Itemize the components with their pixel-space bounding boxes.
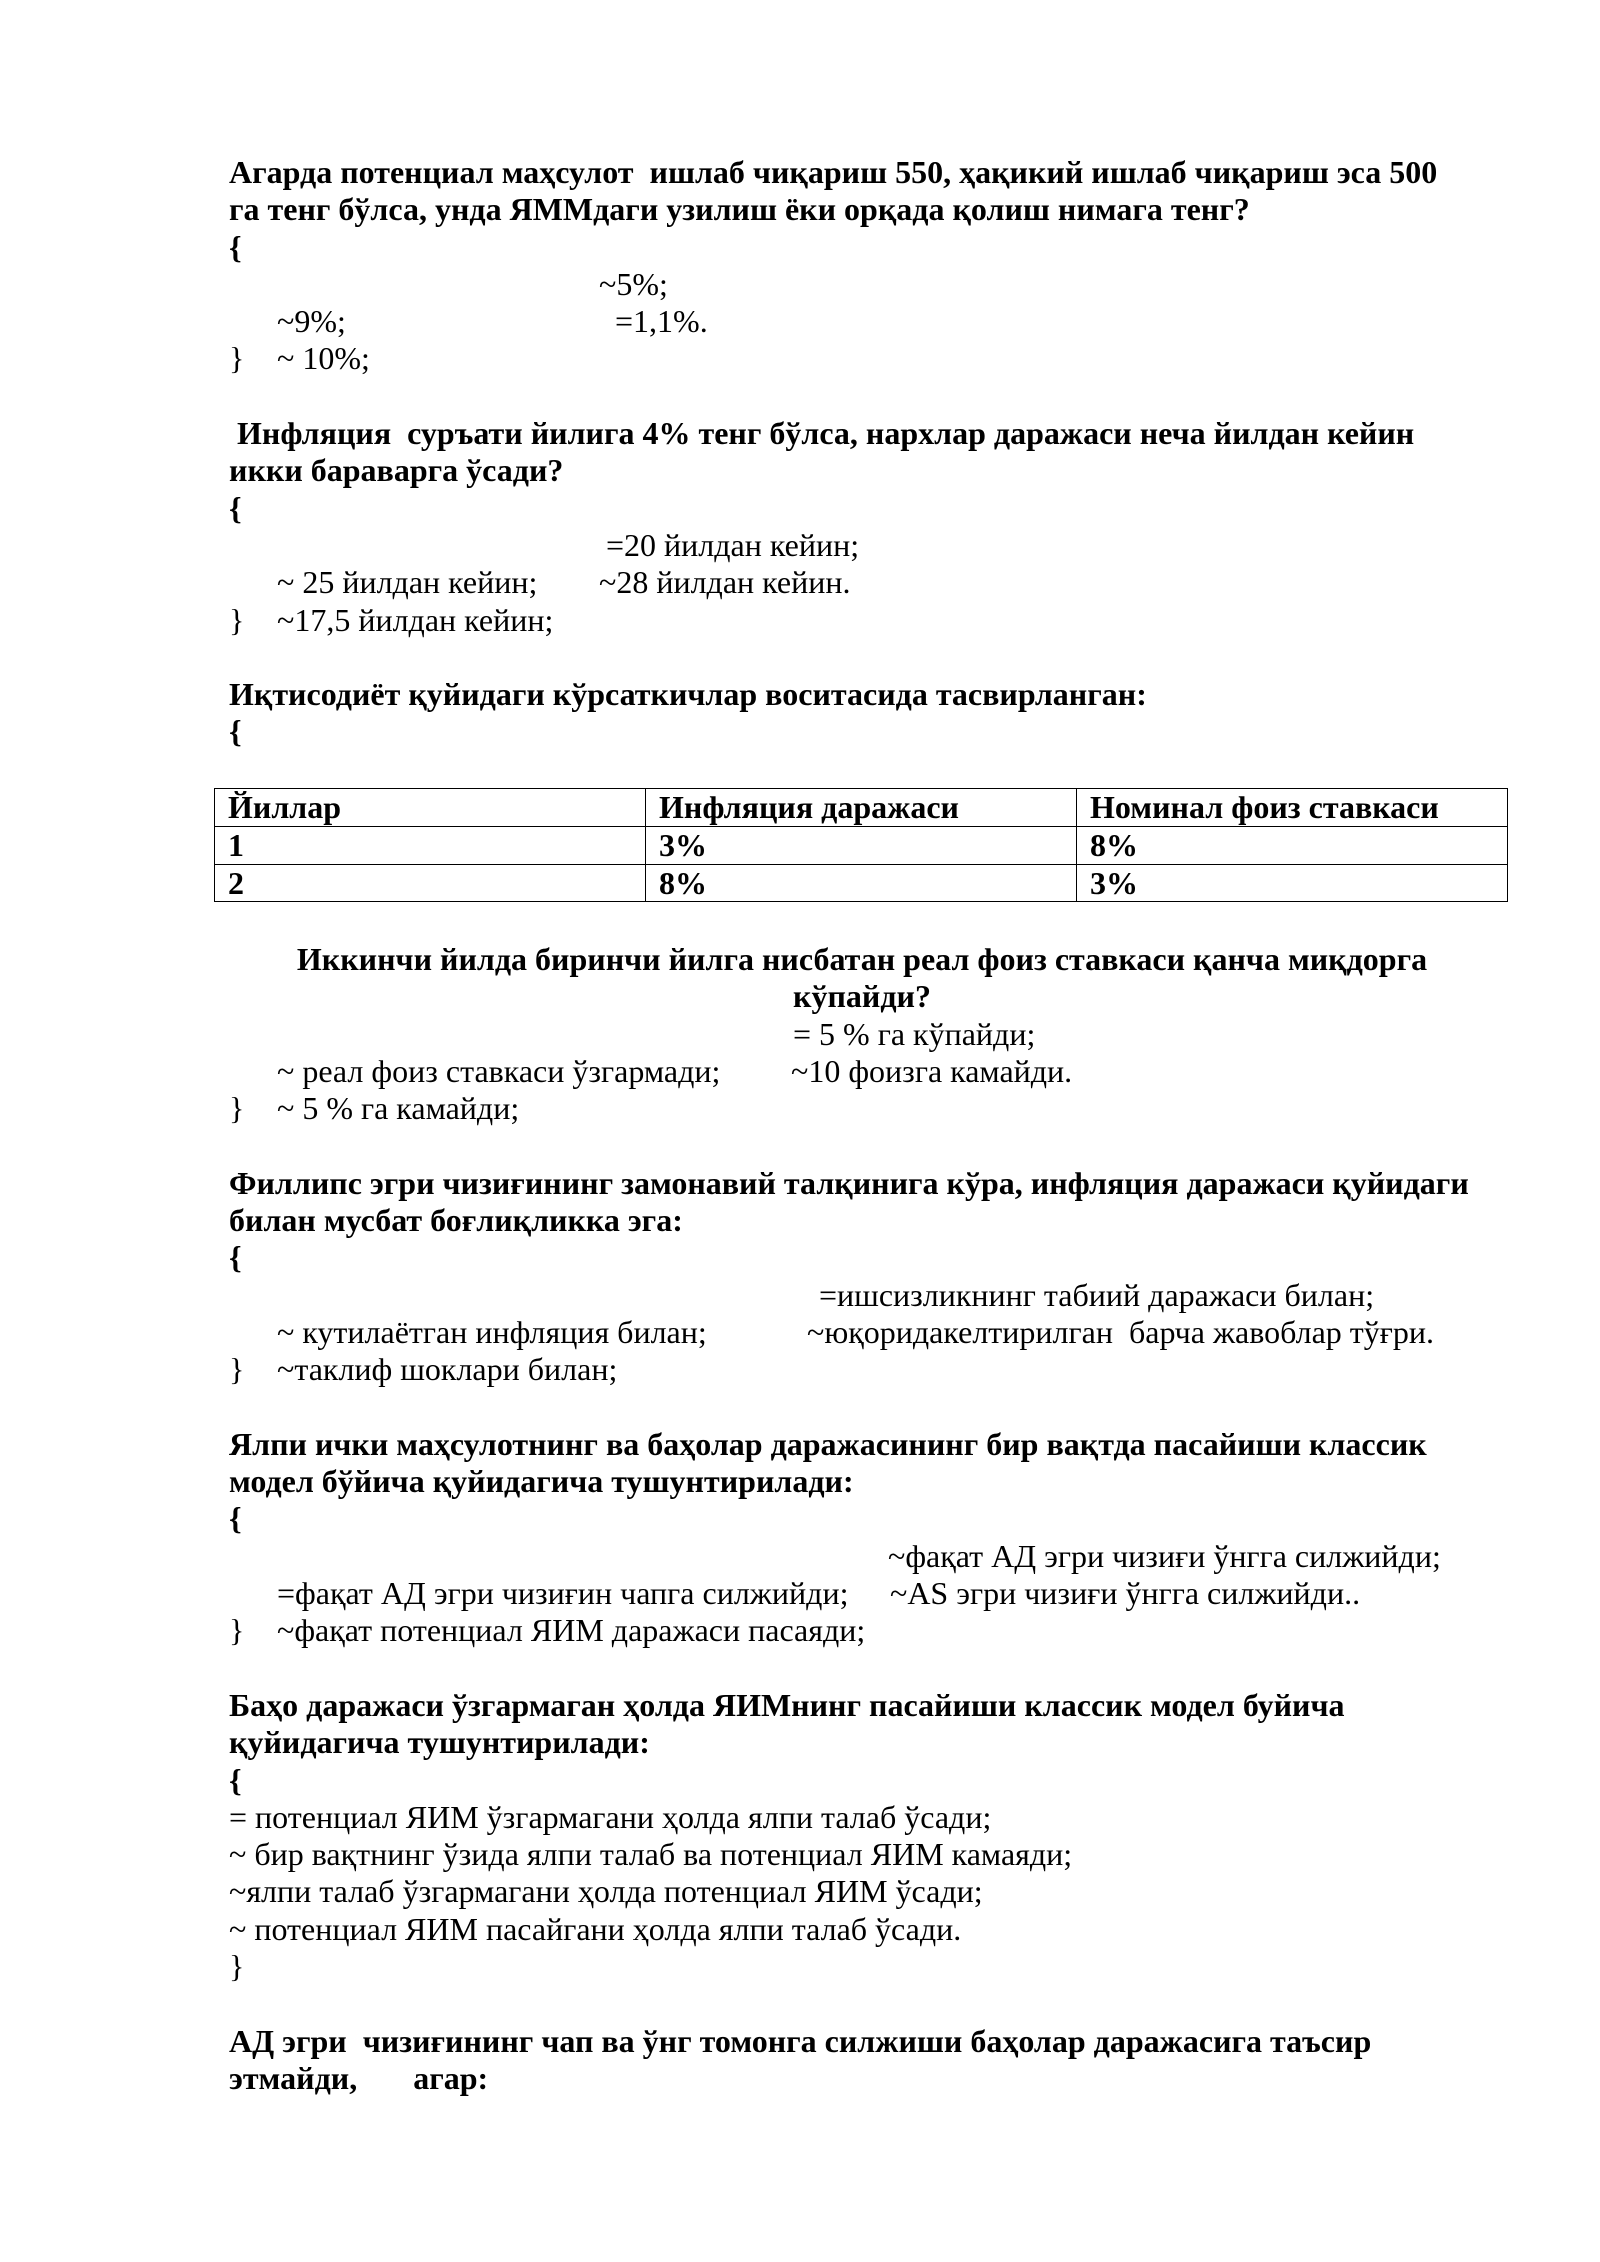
answer-option: ~ялпи талаб ўзгармагани ҳолда потенциал ЯИМ ўсади; — [229, 1873, 983, 1910]
question-4-prompt-line: билан мусбат боғлиқликка эга: — [229, 1202, 683, 1239]
blank-line — [229, 639, 1495, 676]
question-block-bottom — [229, 941, 1495, 2097]
question-6-open-brace: { — [229, 1761, 242, 1798]
table-row — [215, 864, 1508, 902]
answer-option: ~ 5 % га камайди; — [277, 1090, 520, 1127]
answer-option: ~28 йилдан кейин. — [599, 564, 851, 601]
blank-line — [229, 1389, 1495, 1426]
table-cell: 3% — [1077, 864, 1508, 902]
question-3-followup-line: кўпайди? — [793, 978, 931, 1015]
question-1-open-brace: { — [229, 228, 242, 265]
answer-option: =фақат АД эгри чизиғин чапга силжийди; — [277, 1575, 849, 1612]
table-cell: 3% — [646, 826, 1077, 864]
question-2-prompt-line: Инфляция суръати йилига 4% тенг бўлса, нархлар даражаси неча йилдан кейин — [229, 415, 1415, 452]
answer-option: ~17,5 йилдан кейин; — [277, 601, 554, 638]
table-row — [215, 826, 1508, 864]
blank-line — [229, 378, 1495, 415]
table-header-cell: Йиллар — [215, 789, 646, 827]
table-cell: 8% — [1077, 826, 1508, 864]
question-2-answer-row — [229, 564, 1495, 638]
question-3-followup-line: Иккинчи йилда биринчи йилга нисбатан реал фоиз ставкаси қанча миқдорга — [296, 941, 1428, 977]
question-4-prompt-line: Филлипс эгри чизиғининг замонавий талқинига кўра, инфляция даражаси қуйидаги — [229, 1164, 1469, 1201]
question-4-open-brace: { — [229, 1239, 242, 1276]
question-6-prompt-line: қуйидагича тушунтирилади: — [229, 1724, 650, 1761]
blank-line — [229, 1985, 1495, 2022]
question-5-answer-row — [229, 1575, 1495, 1649]
question-5-prompt-line: Ялпи ички маҳсулотнинг ва баҳолар даражасининг бир вақтда пасайиши классик — [229, 1425, 1427, 1462]
answer-option: ~9%; — [277, 303, 346, 340]
question-6-prompt-line: Баҳо даражаси ўзгармаган ҳолда ЯИМнинг пасайиши классик модел буйича — [229, 1686, 1345, 1723]
question-7-prompt-line: АД эгри чизиғининг чап ва ўнг томонга силжиши баҳолар даражасига таъсир — [229, 2022, 1372, 2059]
indicators-table — [214, 788, 1508, 902]
question-2-prompt-line: икки бараварга ўсади? — [229, 452, 564, 489]
question-2-close-brace: } — [229, 601, 245, 638]
answer-option: =1,1%. — [615, 303, 708, 340]
question-5-close-brace: } — [229, 1612, 245, 1649]
question-3-prompt-line: Иқтисодиёт қуйидаги кўрсаткичлар воситасида тасвирланган: — [229, 676, 1147, 713]
table-header-cell: Инфляция даражаси — [646, 789, 1077, 827]
question-1-prompt-line: га тенг бўлса, унда ЯММдаги узилиш ёки орқада қолиш нимага тенг? — [229, 191, 1250, 228]
table-cell: 8% — [646, 864, 1077, 902]
answer-option: = потенциал ЯИМ ўзгармагани ҳолда ялпи талаб ўсади; — [229, 1798, 992, 1835]
answer-option: =ишсизликнинг табиий даражаси билан; — [819, 1276, 1375, 1313]
answer-option: ~юқоридакелтирилган барча жавоблар тўғри. — [807, 1313, 1435, 1350]
answer-option: = 5 % га кўпайди; — [793, 1015, 1036, 1052]
answer-option: ~ бир вақтнинг ўзида ялпи талаб ва потенциал ЯИМ камаяди; — [229, 1836, 1073, 1873]
blank-line — [229, 1650, 1495, 1687]
answer-option: ~10 фоизга камайди. — [791, 1052, 1073, 1089]
question-6-close-brace: } — [229, 1948, 245, 1985]
table-cell: 2 — [215, 864, 646, 902]
answer-option: ~фақат потенциал ЯИМ даражаси пасаяди; — [277, 1612, 866, 1649]
question-1-close-brace: } — [229, 340, 245, 377]
answer-option: =20 йилдан кейин; — [606, 526, 860, 563]
question-1-answer-row — [229, 303, 1495, 377]
question-3-answer-row — [229, 1052, 1495, 1127]
answer-option: ~ 10%; — [277, 340, 370, 377]
question-3-open-brace: { — [229, 713, 242, 750]
answer-option: ~фақат АД эгри чизиғи ўнгга силжийди; — [888, 1537, 1441, 1574]
answer-option: ~5%; — [599, 265, 668, 302]
table-header-cell: Номинал фоиз ставкаси — [1077, 789, 1508, 827]
answer-option: ~ кутилаётган инфляция билан; — [277, 1313, 707, 1350]
answer-option: ~AS эгри чизиғи ўнгга силжийди.. — [890, 1575, 1361, 1612]
table-header-row — [215, 789, 1508, 827]
question-5-prompt-line: модел бўйича қуйидагича тушунтирилади: — [229, 1463, 854, 1500]
question-block-top — [229, 154, 1495, 751]
blank-line — [229, 1127, 1495, 1164]
question-4-answer-row — [229, 1313, 1495, 1388]
question-7-prompt-line: этмайди, агар: — [229, 2059, 489, 2096]
question-5-open-brace: { — [229, 1500, 242, 1537]
answer-option: ~ реал фоиз ставкаси ўзгармади; — [277, 1052, 721, 1089]
question-1-prompt-line: Агарда потенциал маҳсулот ишлаб чиқариш 550, ҳақикий ишлаб чиқариш эса 500 — [229, 154, 1438, 190]
question-4-close-brace: } — [229, 1351, 245, 1388]
answer-option: ~ 25 йилдан кейин; — [277, 564, 538, 601]
question-2-open-brace: { — [229, 489, 242, 526]
answer-option: ~таклиф шоклари билан; — [277, 1351, 618, 1388]
table-cell: 1 — [215, 826, 646, 864]
answer-option: ~ потенциал ЯИМ пасайгани ҳолда ялпи талаб ўсади. — [229, 1910, 962, 1947]
question-3-close-brace: } — [229, 1090, 245, 1127]
